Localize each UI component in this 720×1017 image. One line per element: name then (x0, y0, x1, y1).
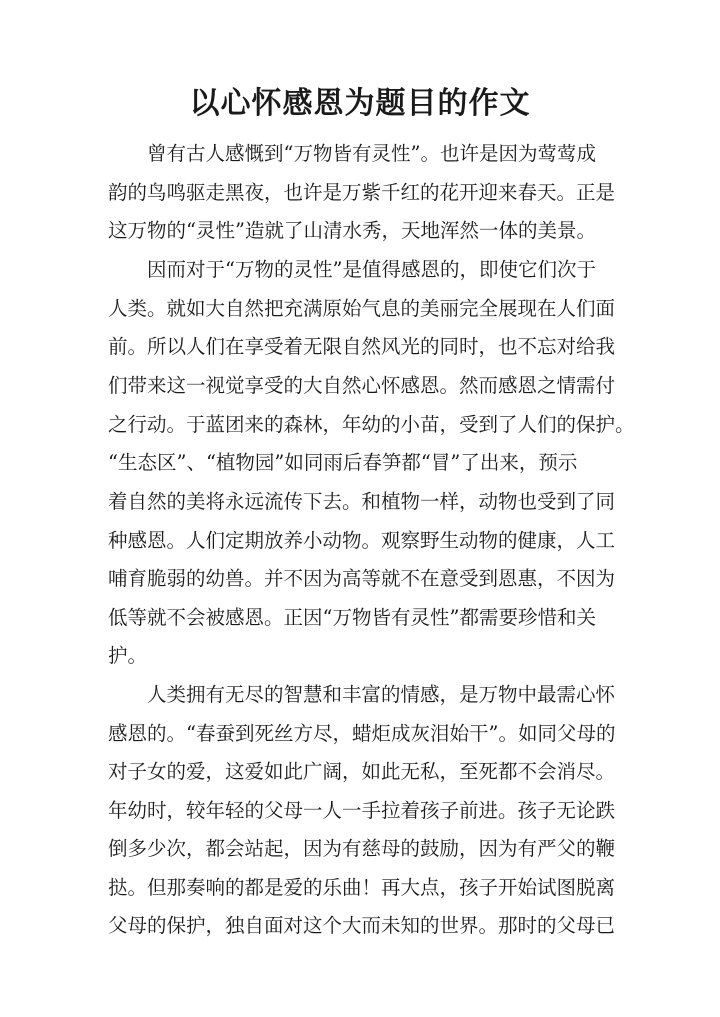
paragraph-line: 种感恩。人们定期放养小动物。观察野生动物的健康，人工 (108, 529, 616, 552)
paragraph-line: 对子女的爱，这爱如此广阔，如此无私，至死都不会消尽。 (108, 760, 616, 783)
paragraph-line: 挞。但那奏响的都是爱的乐曲！再大点，孩子开始试图脱离 (108, 876, 616, 899)
paragraph-line: 人类。就如大自然把充满原始气息的美丽完全展现在人们面 (108, 297, 616, 320)
paragraph-line: 哺育脆弱的幼兽。并不因为高等就不在意受到恩惠，不因为 (108, 567, 616, 590)
paragraph-line: 之行动。于蓝团来的森林，年幼的小苗，受到了人们的保护。 (108, 413, 635, 436)
paragraph-line: 低等就不会被感恩。正因“万物皆有灵性”都需要珍惜和关 (108, 606, 596, 629)
paragraph-line: 因而对于“万物的灵性”是值得感恩的，即使它们次于 (147, 258, 596, 281)
paragraph-line: 人类拥有无尽的智慧和丰富的情感，是万物中最需心怀 (147, 683, 616, 706)
paragraph-line: 前。所以人们在享受着无限自然风光的同时，也不忘对给我 (108, 335, 616, 358)
paragraph-line: 着自然的美将永远流传下去。和植物一样，动物也受到了同 (108, 490, 616, 513)
paragraph-line: 韵的鸟鸣驱走黑夜，也许是万紫千红的花开迎来春天。正是 (108, 181, 616, 204)
paragraph-line: 父母的保护，独自面对这个大而未知的世界。那时的父母已 (108, 914, 616, 937)
paragraph-line: 感恩的。“春蚕到死丝方尽，蜡炬成灰泪始干”。如同父母的 (108, 722, 616, 745)
document-title: 以心怀感恩为题目的作文 (189, 86, 531, 121)
paragraph-line: 年幼时，较年轻的父母一人一手拉着孩子前进。孩子无论跌 (108, 799, 616, 822)
paragraph-line: 们带来这一视觉享受的大自然心怀感恩。然而感恩之情需付 (108, 374, 616, 397)
paragraph-line: 这万物的“灵性”造就了山清水秀，天地浑然一体的美景。 (108, 219, 596, 242)
paragraph-line: 倒多少次，都会站起，因为有慈母的鼓励，因为有严父的鞭 (108, 837, 616, 860)
paragraph-line: “生态区”、“植物园”如同雨后春笋都“冒”了出来，预示 (108, 451, 578, 474)
paragraph-line: 护。 (108, 644, 148, 667)
paragraph-line: 曾有古人感慨到“万物皆有灵性”。也许是因为莺莺成 (147, 142, 596, 165)
